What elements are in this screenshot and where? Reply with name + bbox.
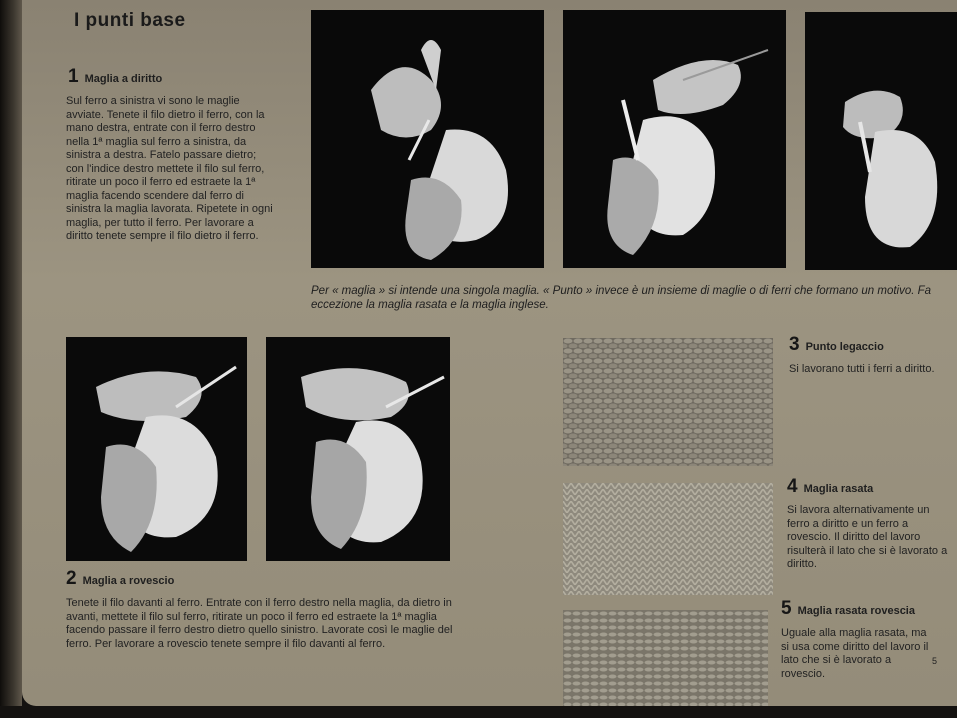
section-5-title: Maglia rasata rovescia — [797, 605, 915, 617]
section-3-title: Punto legaccio — [805, 341, 884, 353]
page-number: 5 — [932, 656, 938, 666]
section-2-heading — [66, 568, 174, 590]
swatch-punto-legaccio — [563, 338, 773, 466]
page-edge-shadow — [0, 706, 957, 718]
section-5-number: 5 — [781, 598, 792, 619]
section-4-text: Si lavora alternativamente un ferro a diritto e un ferro a rovescio. Il diritto del lavoro risulterà il lato che si è lavorato a diritto. — [787, 504, 948, 570]
section-4-number: 4 — [787, 476, 798, 497]
book-spine — [0, 0, 22, 718]
photo-knit-step-2 — [563, 10, 786, 268]
section-5-heading — [781, 598, 915, 620]
section-2-number: 2 — [66, 568, 77, 589]
section-4-heading — [787, 476, 873, 498]
section-3-number: 3 — [789, 334, 800, 355]
caption-note: Per « maglia » si intende una singola maglia. « Punto » invece è un insieme di maglie o di ferri che formano un motivo. Fa eccezione la maglia rasata e la maglia inglese. — [311, 285, 932, 311]
section-3-heading — [789, 334, 884, 356]
photo-knit-step-1 — [311, 10, 544, 268]
section-2-text: Tenete il filo davanti al ferro. Entrate con il ferro destro nella maglia, da dietro in avanti, mettete il filo sul ferro, ritirate un poco il ferro ed estraete la 1ª maglia facendo passare il ferro destro dietro quello sinistro. Lavorate così le maglie del ferro. Per lavorare a rovescio tenete sempre il filo davanti al ferro. — [66, 597, 453, 650]
section-1-number: 1 — [68, 66, 79, 87]
photo-knit-step-3 — [805, 12, 957, 270]
section-3-text: Si lavorano tutti i ferri a diritto. — [789, 363, 935, 375]
swatch-maglia-rasata-rovescia — [563, 610, 768, 706]
section-1-heading — [68, 66, 162, 88]
page-title: I punti base — [74, 10, 186, 31]
section-1-title: Maglia a diritto — [84, 73, 163, 85]
section-1-text: Sul ferro a sinistra vi sono le maglie avviate. Tenete il filo dietro il ferro, con la mano destra, entrate con il ferro destro nella 1ª maglia sul ferro a sinistra, da sinistra a destra. Fatelo passare dietro; con l'indice destro mettete il filo sul ferro, ritirate un poco il ferro ed estraete la 1ª maglia facendo scendere dal ferro di sinistra la maglia lavorata. Ripetete in ogni maglia, per tutto il ferro. Per lavorare a diritto tenete sempre il filo dietro il ferro. — [66, 95, 273, 242]
swatch-maglia-rasata — [563, 483, 773, 595]
photo-purl-step-2 — [266, 337, 450, 561]
section-4-title: Maglia rasata — [803, 483, 874, 495]
photo-purl-step-1 — [66, 337, 247, 561]
section-5-text: Uguale alla maglia rasata, ma si usa come diritto del lavoro il lato che si è lavorato a rovescio. — [781, 627, 929, 680]
section-2-title: Maglia a rovescio — [82, 575, 175, 587]
